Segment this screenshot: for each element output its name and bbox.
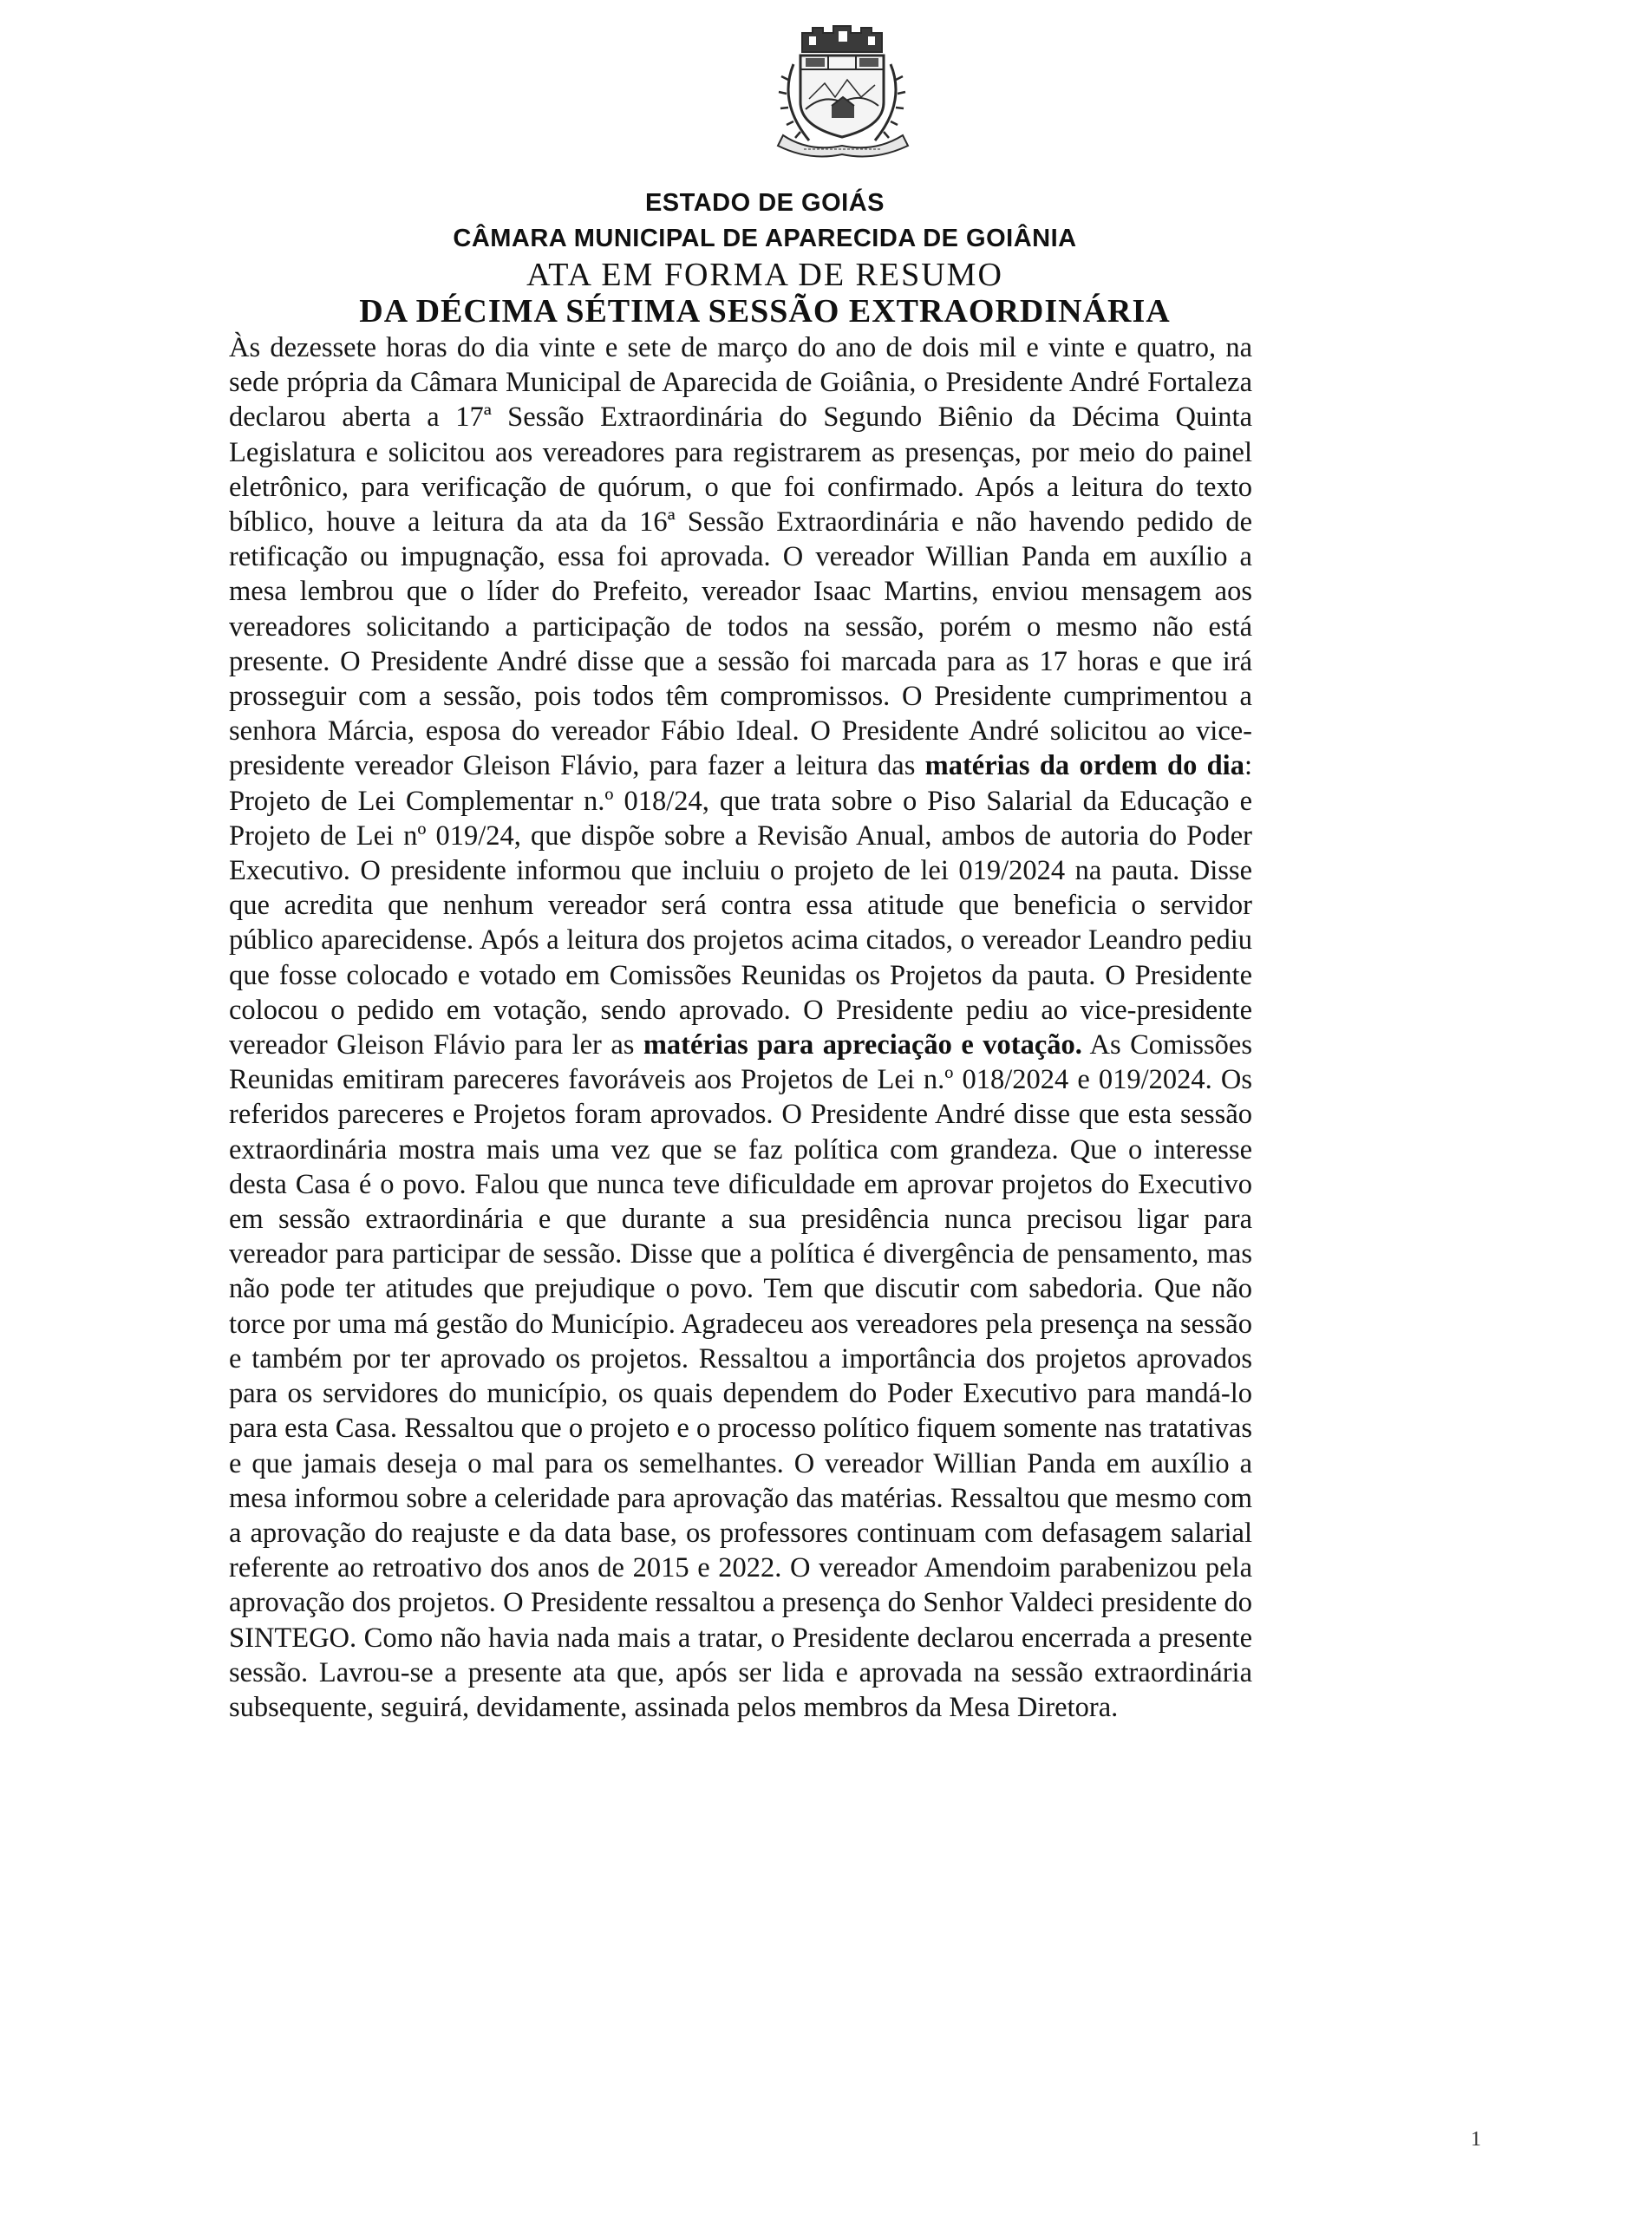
page-number: 1 xyxy=(1471,2128,1481,2151)
municipal-coat-of-arms-icon xyxy=(748,19,937,158)
minutes-body xyxy=(229,330,1252,1725)
document-title: ATA EM FORMA DE RESUMO xyxy=(526,257,1003,293)
voting-items-emphasis: matérias para apreciação e votação. xyxy=(643,1029,1082,1061)
session-title: DA DÉCIMA SÉTIMA SESSÃO EXTRAORDINÁRIA xyxy=(359,293,1171,330)
minutes-text-part-3: As Comissões Reunidas emitiram pareceres favoráveis aos Projetos de Lei n.º 018/2024 e 019/2024. Os referidos pareceres e Projetos foram aprovados. O Presidente André disse que esta sessão extraordinária mostra mais uma vez que se faz política com grandeza. Que o interesse desta Casa é o povo. Falou que nunca teve dificuldade em aprovar projetos do Executivo em sessão extraordinária e que durante a sua presidência nunca precisou ligar para vereador para participar de sessão. Disse que a política é divergência de pensamento, mas não pode ter atitudes que prejudique o povo. Tem que discutir com sabedoria. Que não torce por uma má gestão do Município. Agradeceu aos vereadores pela presença na sessão e também por ter aprovado os projetos. Ressaltou a importância dos projetos aprovados para os servidores do município, os quais dependem do Poder Executivo para mandá-lo para esta Casa. Ressaltou que o projeto e o processo político fiquem somente nas tratativas e que jamais deseja o mal para os semelhantes. O vereador Willian Panda em auxílio a mesa informou sobre a celeridade para aprovação das matérias. Ressaltou que mesmo com a aprovação do reajuste e da data base, os professores continuam com defasagem salarial referente ao retroativo dos anos de 2015 e 2022. O vereador Amendoim parabenizou pela aprovação dos projetos. O Presidente ressaltou a presença do Senhor Valdeci presidente do SINTEGO. Como não havia nada mais a tratar, o Presidente declarou encerrada a presente sessão. Lavrou-se a presente ata que, após ser lida e aprovada na sessão extraordinária subsequente, seguirá, devidamente, assinada pelos membros da Mesa Diretora. xyxy=(229,1029,1252,1723)
chamber-heading: CÂMARA MUNICIPAL DE APARECIDA DE GOIÂNIA xyxy=(453,225,1077,252)
minutes-text-part-1: Às dezessete horas do dia vinte e sete de março do ano de dois mil e vinte e quatro, na sede própria da Câmara Municipal de Aparecida de Goiânia, o Presidente André Fortaleza declarou aberta a 17ª Sessão Extraordinária do Segundo Biênio da Décima Quinta Legislatura e solicitou aos vereadores para registrarem as presenças, por meio do painel eletrônico, para verificação de quórum, o que foi confirmado. Após a leitura do texto bíblico, houve a leitura da ata da 16ª Sessão Extraordinária e não havendo pedido de retificação ou impugnação, essa foi aprovada. O vereador Willian Panda em auxílio a mesa lembrou que o líder do Prefeito, vereador Isaac Martins, enviou mensagem aos vereadores solicitando a participação de todos na sessão, porém o mesmo não está presente. O Presidente André disse que a sessão foi marcada para as 17 horas e que irá prosseguir com a sessão, pois todos têm compromissos. O Presidente cumprimentou a senhora Márcia, esposa do vereador Fábio Ideal. O Presidente André solicitou ao vice-presidente vereador Gleison Flávio, para fazer a leitura das xyxy=(229,332,1252,782)
agenda-items-emphasis: matérias da ordem do dia xyxy=(924,750,1244,782)
minutes-text-part-2: : Projeto de Lei Complementar n.º 018/24, que trata sobre o Piso Salarial da Educação e Projeto de Lei nº 019/24, que dispõe sobre a Revisão Anual, ambos de autoria do Poder Executivo. O presidente informou que incluiu o projeto de lei 019/2024 na pauta. Disse que acredita que nenhum vereador será contra essa atitude que beneficia o servidor público aparecidense. Após a leitura dos projetos acima citados, o vereador Leandro pediu que fosse colocado e votado em Comissões Reunidas os Projetos da pauta. O Presidente colocou o pedido em votação, sendo aprovado. O Presidente pediu ao vice-presidente vereador Gleison Flávio para ler as xyxy=(229,750,1252,1061)
state-heading: ESTADO DE GOIÁS xyxy=(644,189,885,217)
